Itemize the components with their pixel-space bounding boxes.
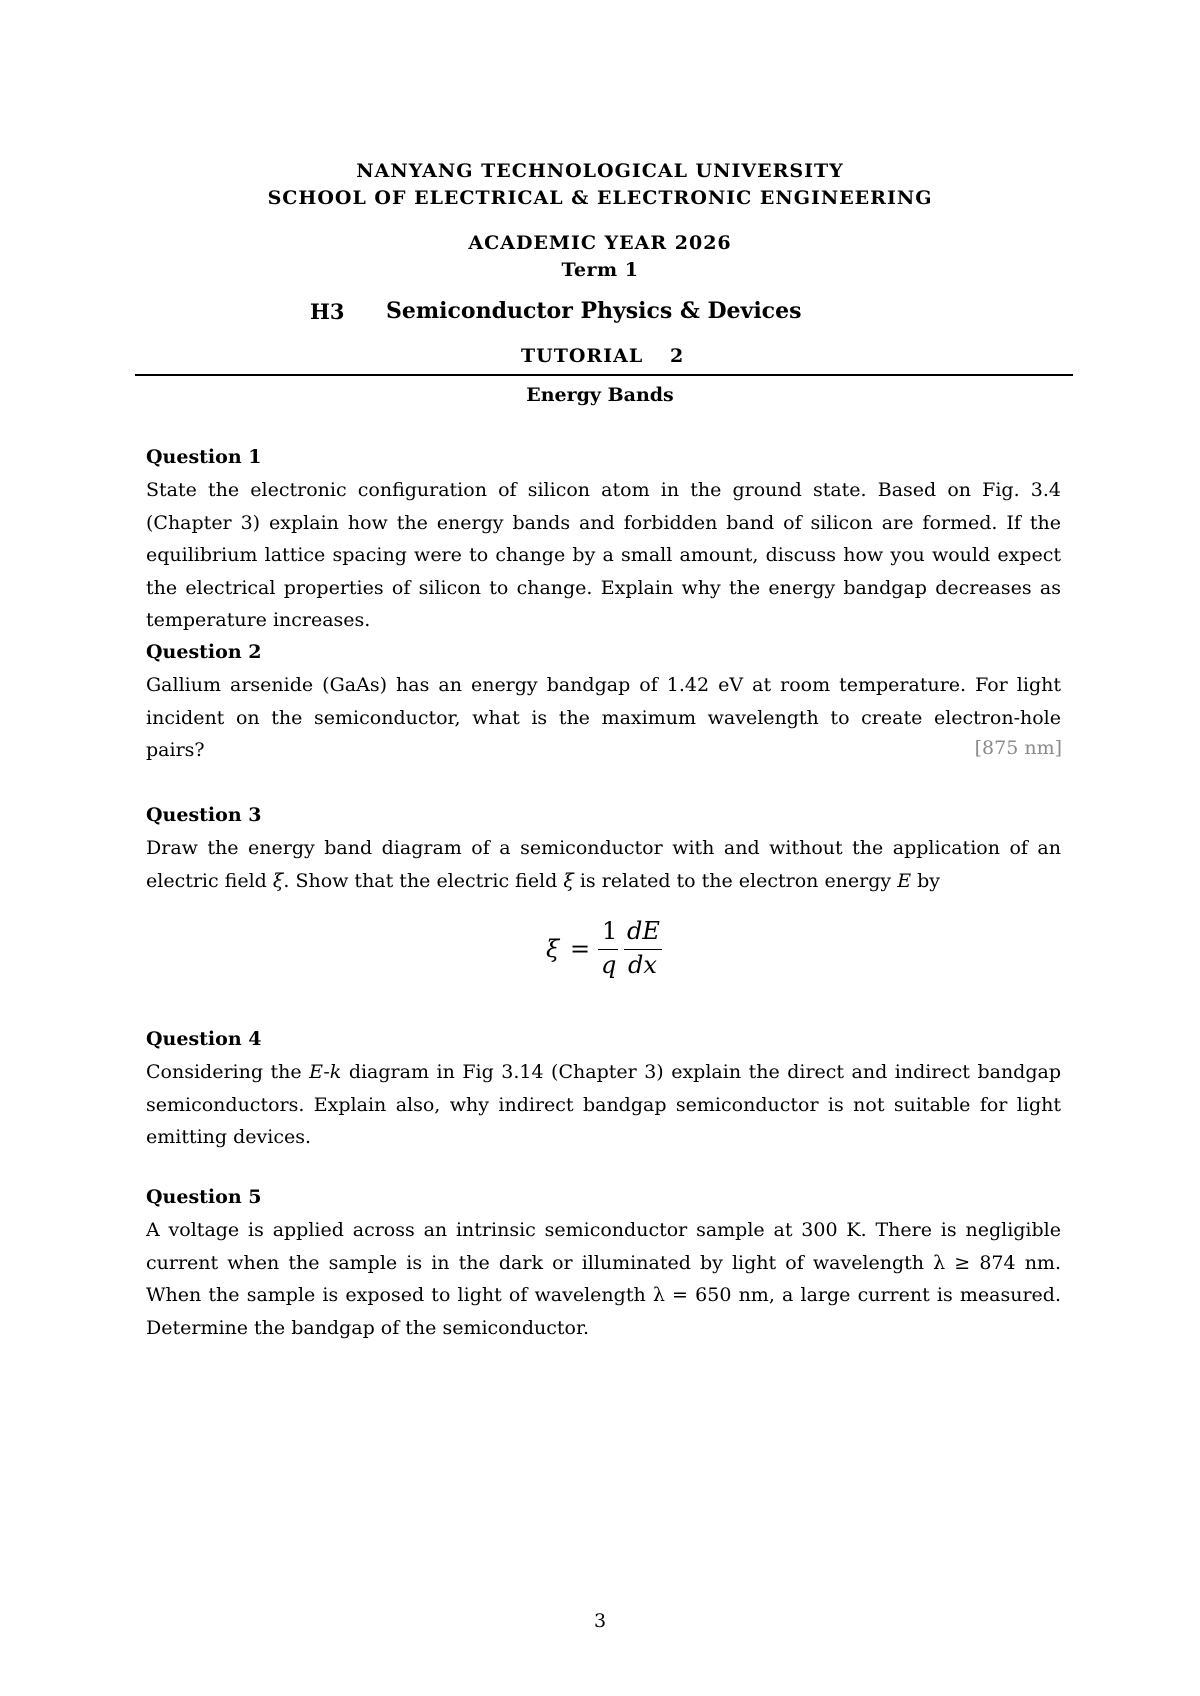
ek-symbol: E-k: [309, 1061, 342, 1083]
fraction-bar-2: [624, 949, 662, 950]
energy-symbol: E: [897, 869, 912, 892]
formula-equals: =: [570, 935, 591, 963]
question-4-body: Considering the E-k diagram in Fig 3.14 (Chapter 3) explain the direct and indirect bandgap semiconductors. Explain also, why indirect bandgap semiconductor is not suitable for light emitting devices.: [146, 1061, 1061, 1148]
header-divider: [135, 374, 1073, 376]
section-title: Energy Bands: [526, 384, 674, 406]
question-2-answer: [875 nm]: [974, 737, 1062, 759]
question-5-body: A voltage is applied across an intrinsic semiconductor sample at 300 K. There is negligible current when the sample is in the dark or illuminated by light of wavelength λ ≥ 874 nm. When the sample is exposed to light of wavelength λ = 650 nm, a large current is measured. Determine the bandgap of the semiconductor.: [146, 1219, 1061, 1339]
question-1-heading: Question 1: [146, 446, 262, 468]
tutorial-number: 2: [670, 345, 684, 367]
question-3-body: Draw the energy band diagram of a semiconductor with and without the application of an electric field ξ. Show that the electric field ξ is related to the electron energy E by: [146, 837, 1061, 892]
academic-year: ACADEMIC YEAR 2026: [468, 232, 732, 254]
school-name: SCHOOL OF ELECTRICAL & ELECTRONIC ENGINEERING: [267, 187, 933, 209]
formula-denominator-1: q: [601, 951, 617, 979]
xi-symbol: ξ: [563, 869, 574, 892]
fraction-bar-1: [598, 949, 618, 950]
university-name: NANYANG TECHNOLOGICAL UNIVERSITY: [356, 160, 844, 182]
electric-field-formula: [540, 915, 670, 985]
question-1-body: State the electronic configuration of silicon atom in the ground state. Based on Fig. 3.4 (Chapter 3) explain how the energy bands and forbidden band of silicon are formed. If the equilibrium lattice spacing were to change by a small amount, discuss how you would expect the electrical properties of silicon to change. Explain why the energy bandgap decreases as temperature increases.: [146, 479, 1061, 631]
formula-numerator-2: dE: [627, 917, 660, 945]
course-code: H3: [310, 299, 345, 324]
question-4-heading: Question 4: [146, 1028, 262, 1050]
page-number: 3: [593, 1610, 607, 1632]
question-2-body: Gallium arsenide (GaAs) has an energy bandgap of 1.42 eV at room temperature. For light incident on the semiconductor, what is the maximum wavelength to create electron-hole pairs?: [146, 674, 1061, 761]
question-5-heading: Question 5: [146, 1186, 262, 1208]
term: Term 1: [561, 259, 639, 281]
question-3-heading: Question 3: [146, 804, 262, 826]
tutorial-label: TUTORIAL: [521, 345, 644, 367]
question-2-heading: Question 2: [146, 641, 262, 663]
formula-numerator-1: 1: [602, 917, 618, 945]
xi-symbol: ξ: [272, 869, 284, 892]
formula-denominator-2: dx: [628, 951, 657, 979]
course-title: Semiconductor Physics & Devices: [386, 298, 802, 324]
formula-lhs: ξ: [546, 935, 560, 963]
